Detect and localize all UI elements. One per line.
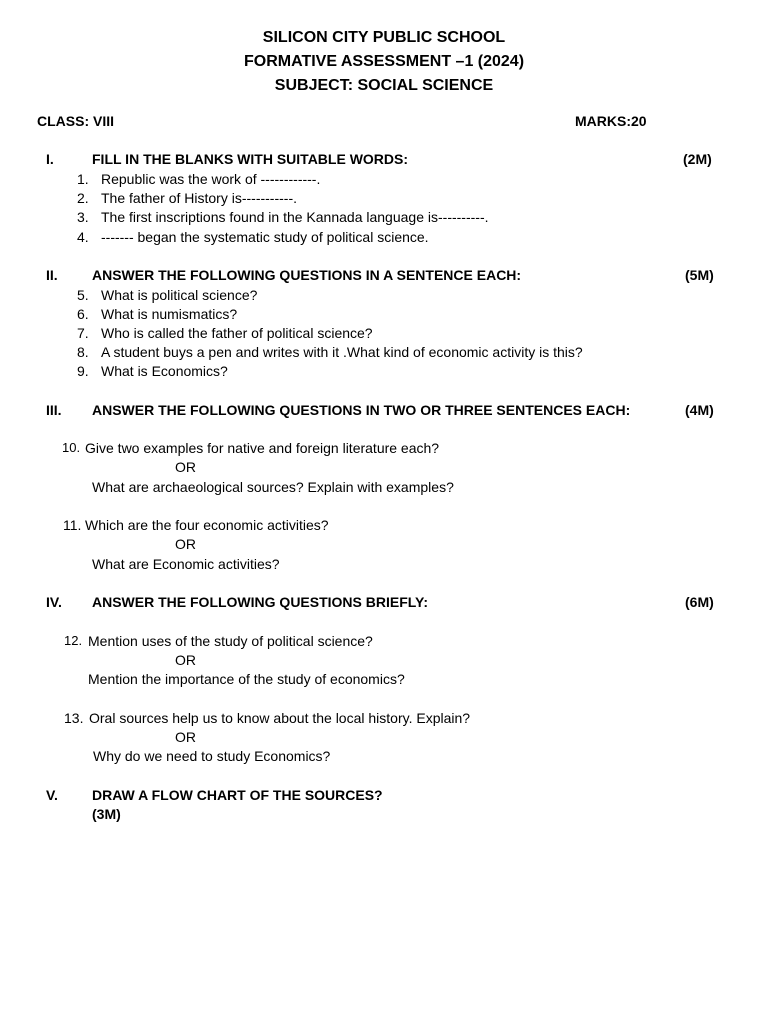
section-marks: (6M) (685, 594, 714, 610)
question-number: 8. (77, 344, 89, 360)
question-number: 1. (77, 171, 89, 187)
question-number: 11. (63, 517, 82, 533)
section-title: ANSWER THE FOLLOWING QUESTIONS BRIEFLY: (92, 594, 428, 610)
question-alt-text: What are Economic activities? (92, 556, 280, 572)
question-number: 3. (77, 209, 89, 225)
section-title: DRAW A FLOW CHART OF THE SOURCES? (92, 787, 383, 803)
section-title: ANSWER THE FOLLOWING QUESTIONS IN TWO OR THREE SENTENCES EACH: (92, 402, 631, 418)
assessment-title: FORMATIVE ASSESSMENT –1 (2024) (243, 53, 525, 70)
question-number: 13. (64, 710, 84, 726)
section-marks: (2M) (683, 151, 712, 167)
question-number: 2. (77, 190, 89, 206)
question-alt-text: Mention the importance of the study of economics? (88, 671, 405, 687)
section-numeral: I. (46, 151, 54, 167)
question-text: A student buys a pen and writes with it .What kind of economic activity is this? (101, 344, 583, 360)
question-number: 4. (77, 229, 89, 245)
or-label: OR (175, 459, 196, 475)
section-marks: (5M) (685, 267, 714, 283)
section-numeral: III. (46, 402, 62, 418)
question-number: 10. (62, 440, 81, 455)
section-numeral: V. (46, 787, 58, 803)
section-marks: (3M) (92, 806, 121, 822)
question-text: Which are the four economic activities? (85, 517, 329, 533)
question-text: Give two examples for native and foreign literature each? (85, 440, 440, 456)
question-text: Oral sources help us to know about the local history. Explain? (89, 710, 471, 726)
question-number: 5. (77, 287, 89, 303)
question-number: 12. (64, 633, 83, 648)
question-number: 6. (77, 306, 89, 322)
school-name: SILICON CITY PUBLIC SCHOOL (262, 29, 506, 46)
question-text: What is political science? (101, 287, 258, 303)
section-numeral: IV. (46, 594, 62, 610)
question-text: What is Economics? (101, 363, 228, 379)
section-title: FILL IN THE BLANKS WITH SUITABLE WORDS: (92, 151, 409, 167)
question-text: Who is called the father of political science? (101, 325, 373, 341)
question-text: Mention uses of the study of political science? (88, 633, 373, 649)
question-text: The first inscriptions found in the Kannada language is----------. (101, 209, 489, 225)
marks-label: MARKS:20 (575, 113, 647, 129)
question-text: The father of History is-----------. (101, 190, 297, 206)
section-title: ANSWER THE FOLLOWING QUESTIONS IN A SENTENCE EACH: (92, 267, 522, 283)
question-alt-text: Why do we need to study Economics? (93, 748, 331, 764)
class-label: CLASS: VIII (37, 113, 115, 129)
or-label: OR (175, 652, 196, 668)
question-text: What is numismatics? (101, 306, 238, 322)
question-number: 9. (77, 363, 89, 379)
subject-title: SUBJECT: SOCIAL SCIENCE (274, 77, 494, 94)
or-label: OR (175, 729, 196, 745)
section-marks: (4M) (685, 402, 714, 418)
question-number: 7. (77, 325, 89, 341)
question-text: Republic was the work of ------------. (101, 171, 321, 187)
question-text: ------- began the systematic study of political science. (101, 229, 429, 245)
or-label: OR (175, 536, 196, 552)
section-numeral: II. (46, 267, 58, 283)
question-alt-text: What are archaeological sources? Explain with examples? (92, 479, 454, 495)
